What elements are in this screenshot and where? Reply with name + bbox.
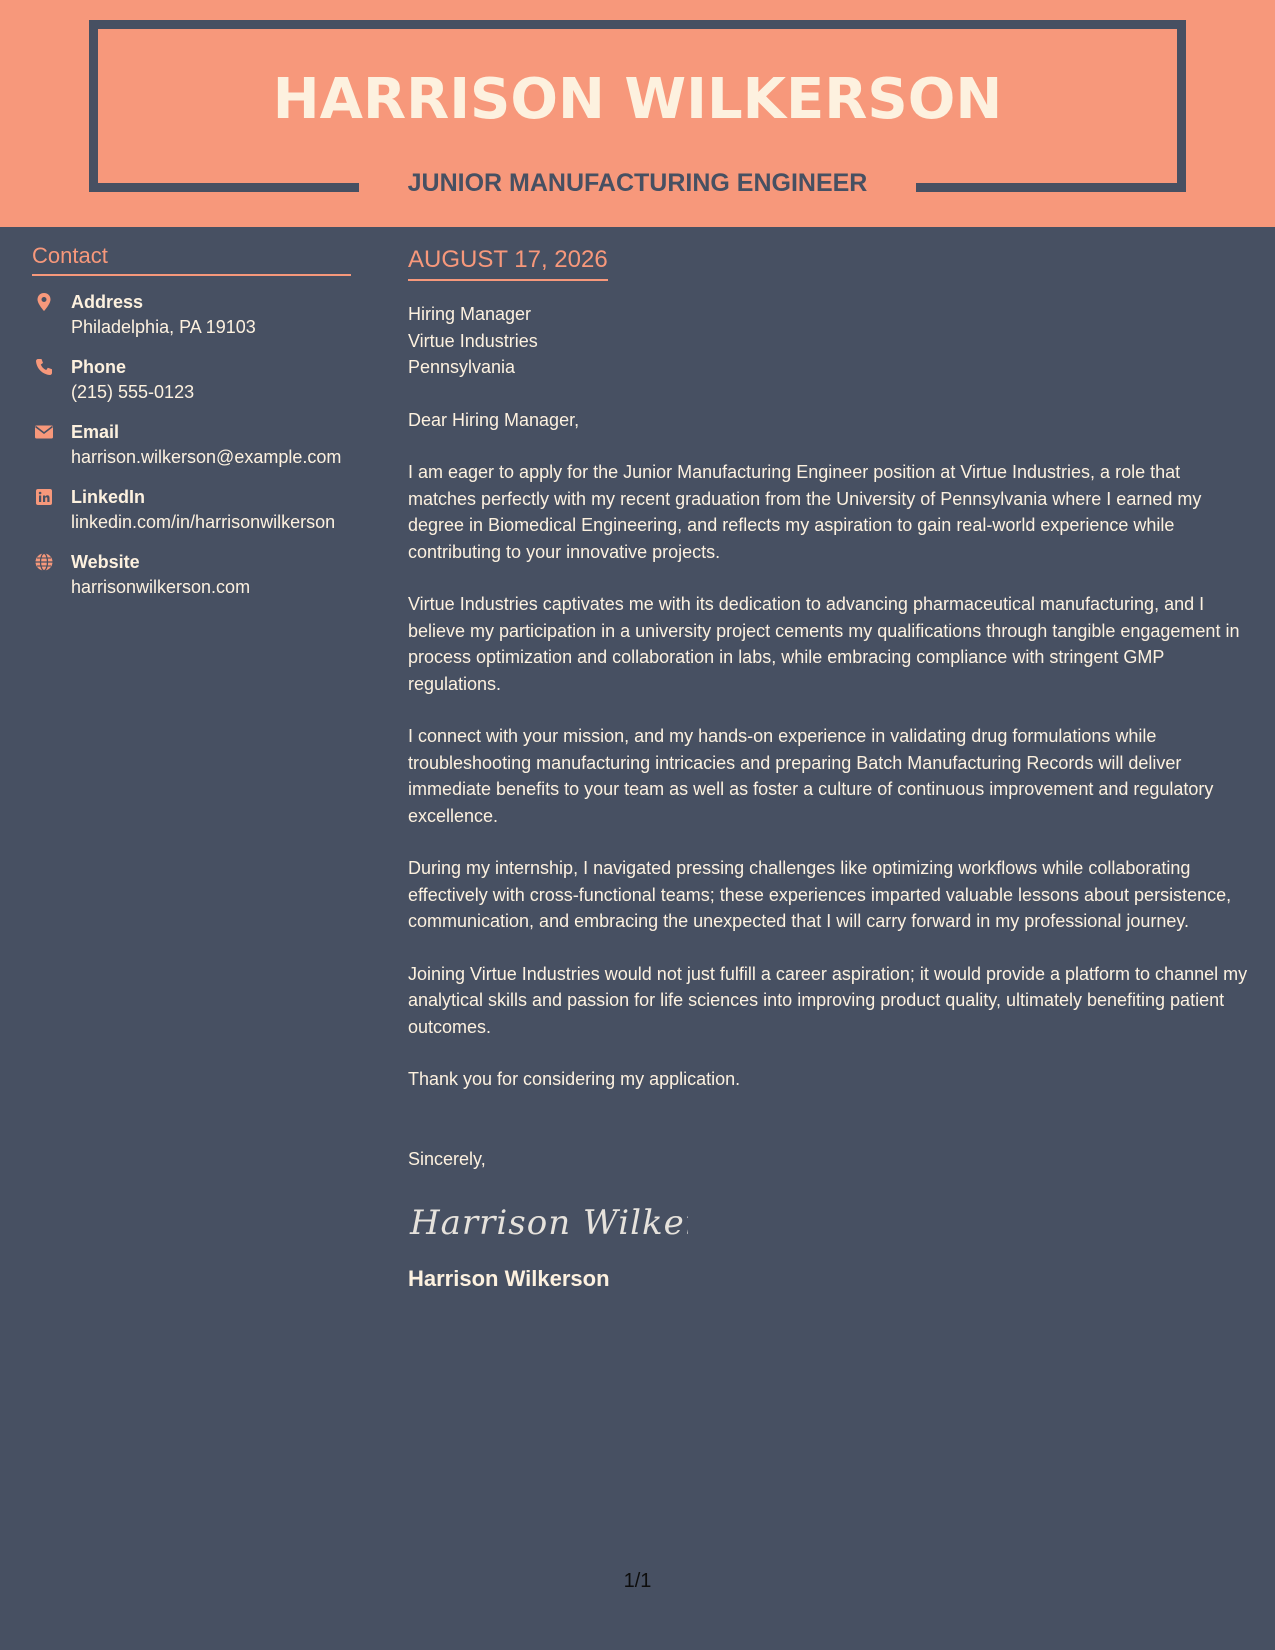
closing: Sincerely, <box>408 1148 486 1169</box>
linkedin-icon <box>34 487 54 507</box>
phone-label: Phone <box>71 357 127 377</box>
linkedin-value[interactable]: linkedin.com/in/harrisonwilkerson <box>71 512 336 532</box>
contact-item-address <box>32 290 351 340</box>
letter-paragraph: Joining Virtue Industries would not just fulfill a career aspiration; it would provide a platform to channel my analytical skills and passion for life sciences into improving product quality, ultimately benefiting patient outcomes. <box>408 963 1248 1037</box>
recipient-line: Virtue Industries <box>408 330 538 351</box>
letter-paragraph: I am eager to apply for the Junior Manufacturing Engineer position at Virtue Industries, a role that matches perfectly with my recent graduation from the University of Pennsylvania where I earned my degree in Biomedical Engineering, and reflects my aspiration to gain real-world experience while contributing to your innovative projects. <box>408 462 1202 562</box>
signer-name: Harrison Wilkerson <box>408 1266 610 1291</box>
address-label: Address <box>71 292 144 312</box>
letter-date: AUGUST 17, 2026 <box>408 244 608 281</box>
contact-item-website <box>32 550 351 600</box>
handwritten-signature <box>408 1196 1253 1246</box>
email-label: Email <box>71 422 120 442</box>
phone-icon <box>34 357 54 377</box>
address-value: Philadelphia, PA 19103 <box>71 317 256 337</box>
letter-paragraph: I connect with your mission, and my hands-on experience in validating drug formulations while troubleshooting manufacturing intricacies and preparing Batch Manufacturing Records will deliver immediate benefits to your team as well as foster a culture of continuous improvement and regulatory excellence. <box>408 726 1214 826</box>
globe-icon <box>34 552 54 572</box>
contact-item-linkedin <box>32 485 351 535</box>
recipient-line: Hiring Manager <box>408 304 532 324</box>
map-pin-icon <box>34 292 54 312</box>
signature-image <box>408 1196 688 1246</box>
email-icon <box>34 422 54 442</box>
recipient-block <box>408 301 1253 381</box>
contact-heading: Contact <box>32 242 351 276</box>
phone-value: (215) 555-0123 <box>71 382 195 402</box>
letter-paragraph: During my internship, I navigated pressing challenges like optimizing workflows while collaborating effectively with cross-functional teams; these experiences imparted valuable lessons about persistence, communication, and embracing the unexpected that I will carry forward in my professional journey. <box>408 858 1232 931</box>
svg-text:Harrison Wilker: Harrison Wilker <box>410 1203 688 1243</box>
email-value[interactable]: harrison.wilkerson@example.com <box>71 447 342 467</box>
linkedin-label: LinkedIn <box>71 487 146 507</box>
job-title: JUNIOR MANUFACTURING ENGINEER <box>407 169 868 197</box>
letter-paragraph: Thank you for considering my application. <box>408 1069 741 1089</box>
contact-sidebar <box>32 242 351 615</box>
website-label: Website <box>71 552 140 572</box>
salutation: Dear Hiring Manager, <box>408 409 580 430</box>
page-number: 1/1 <box>623 1570 652 1592</box>
header-banner <box>0 0 1275 227</box>
contact-item-email <box>32 420 351 470</box>
website-value[interactable]: harrisonwilkerson.com <box>71 577 251 597</box>
recipient-line: Pennsylvania <box>408 357 516 377</box>
applicant-name: HARRISON WILKERSON <box>272 67 1003 132</box>
letter-paragraph: Virtue Industries captivates me with its dedication to advancing pharmaceutical manufacturing, and I believe my participation in a university project cements my qualifications through tangible engagement in process optimization and collaboration in labs, while embracing compliance with stringent GMP regulations. <box>408 594 1240 694</box>
contact-item-phone <box>32 355 351 405</box>
letter-body <box>408 244 1253 1294</box>
